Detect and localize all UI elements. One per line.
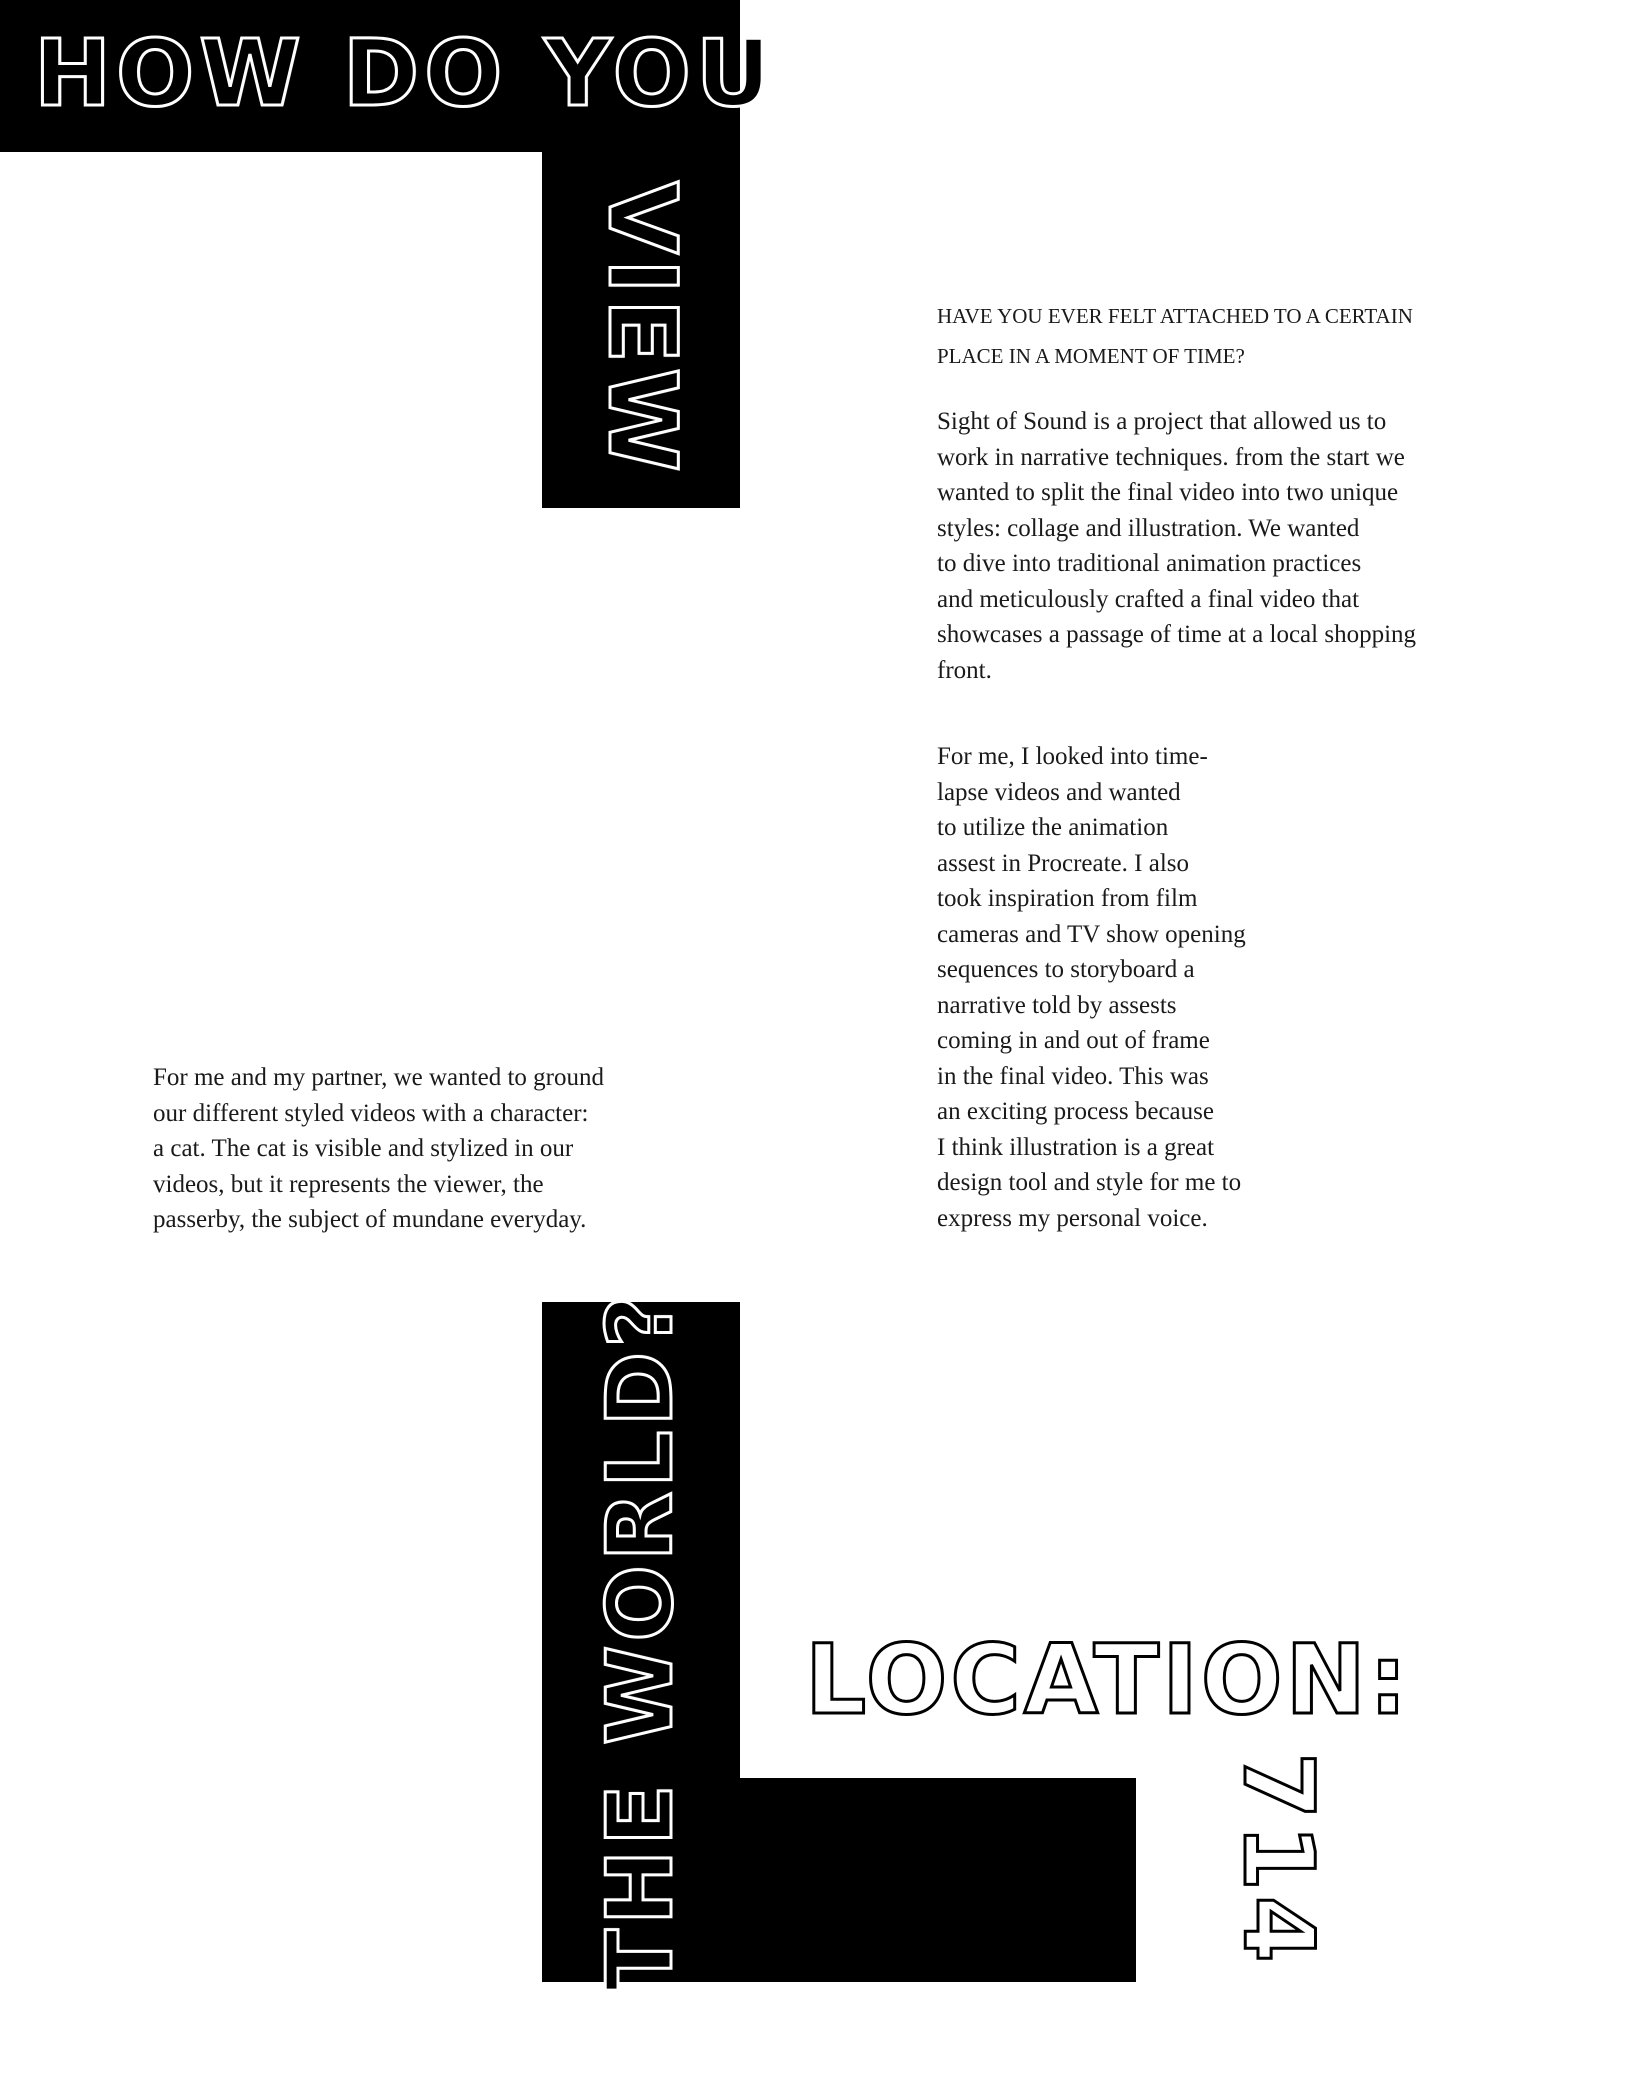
paragraph-partner-character: For me and my partner, we wanted to ground our different styled videos with a character: a cat. The cat is visible and stylized in our videos, but it represents the viewer, the passerby, the subject of mundane everyday.: [153, 1064, 604, 1233]
paragraph-personal-process: For me, I looked into time- lapse videos and wanted to utilize the animation assest in Procreate. I also took inspiration from film cameras and TV show opening sequences to storyboard a narrative told by assests coming in and out of frame in the final video. This was an exciting process because I think illustration is a great design tool and style for me to express my personal voice.: [937, 743, 1246, 1232]
headline-how-do-you: HOW DO YOU: [34, 20, 776, 127]
location-number: 714: [1222, 1752, 1334, 1968]
intro-question: HAVE YOU EVER FELT ATTACHED TO A CERTAIN PLACE IN A MOMENT OF TIME?: [937, 304, 1413, 368]
location-label: LOCATION:: [805, 1624, 1411, 1736]
headline-the-world: THE WORLD?: [588, 1291, 693, 1991]
headline-view: VIEW: [587, 181, 696, 477]
paragraph-project-description: Sight of Sound is a project that allowed us to work in narrative techniques. from the start we wanted to split the final video into two unique styles: collage and illustration. We wanted to dive into traditional animation practices and meticulously crafted a final video that showcases a passage of time at a local shopping front.: [937, 408, 1417, 684]
